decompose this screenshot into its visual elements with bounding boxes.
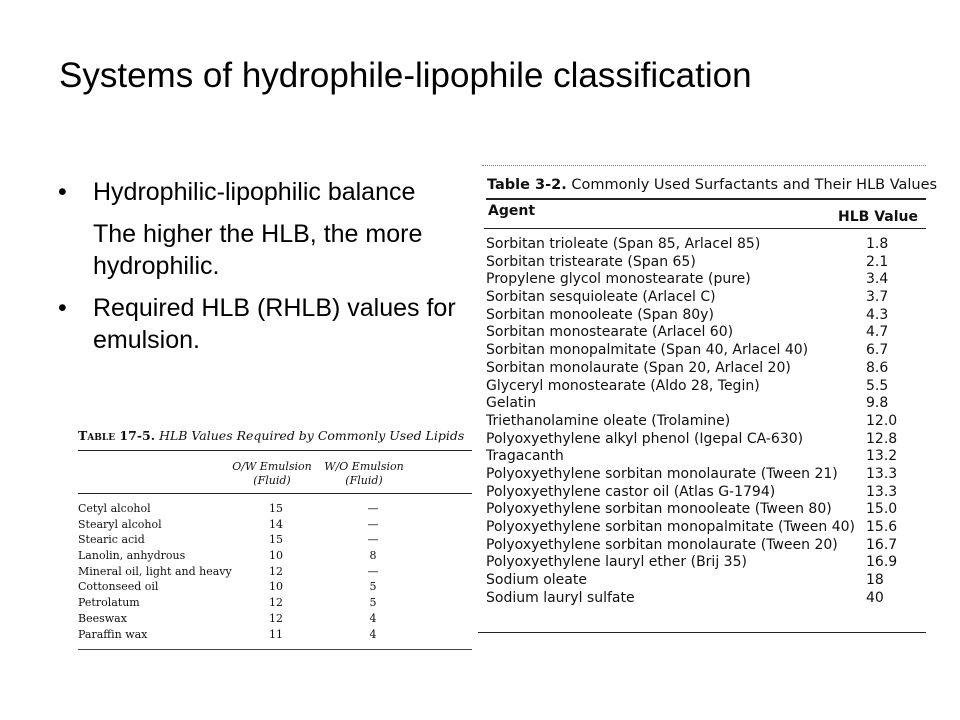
agent-cell: Polyoxyethylene sorbitan monopalmitate (Tween 40) [486,519,855,535]
table-body [78,501,472,642]
wo-cell: 5 [369,596,377,610]
hlb-cell: 15.6 [866,519,898,535]
hlb-cell: 4.7 [866,324,889,341]
hlb-cell: 40 [866,589,884,606]
agent-cell: Polyoxyethylene castor oil (Atlas G-1794) [486,483,776,500]
table-row [484,554,926,572]
hlb-cell: 5.5 [866,377,889,394]
table-row [484,590,926,608]
table-row [484,413,926,431]
table-caption-text: HLB Values Required by Commonly Used Lipids [159,428,465,443]
table-row [484,501,926,519]
agent-cell: Tragacanth [486,448,564,465]
agent-cell: Sorbitan monolaurate (Span 20, Arlacel 20) [486,359,791,376]
table-row [78,501,472,517]
wo-cell: — [367,564,379,578]
column-header-ow-title: O/W Emulsion [232,460,312,473]
hlb-cell: 13.2 [866,448,898,465]
bullet-note: The higher the HLB, the more hydrophilic. [93,220,423,280]
agent-cell: Sodium lauryl sulfate [486,589,635,606]
table-row [484,289,926,307]
ow-cell: 15 [269,533,283,547]
column-header-wo-sub: (Fluid) [345,474,383,487]
hlb-cell: 6.7 [866,342,889,359]
table-body [484,236,926,607]
table-row [484,572,926,590]
wo-cell: — [367,517,379,531]
column-header-wo-title: W/O Emulsion [324,460,404,473]
bullet-marker: • [58,294,67,322]
ow-cell: 10 [269,580,283,594]
hlb-cell: 3.7 [866,289,889,306]
table-row [78,627,472,643]
table-row [78,532,472,548]
table-row [78,517,472,533]
lipid-cell: Lanolin, anhydrous [78,549,186,563]
agent-cell: Glyceryl monostearate (Aldo 28, Tegin) [486,377,760,394]
lipid-cell: Cetyl alcohol [78,502,151,515]
table-row [484,537,926,555]
table-row [78,595,472,611]
hlb-cell: 15.0 [866,501,898,518]
table-caption-label: Table 17-5. [78,428,156,443]
hlb-cell: 2.1 [866,253,889,270]
table-row [484,324,926,342]
table-row [484,395,926,413]
table-rule [78,493,472,494]
table-row [484,236,926,254]
agent-cell: Sorbitan tristearate (Span 65) [486,253,696,270]
wo-cell: 5 [369,580,377,594]
lipid-cell: Paraffin wax [78,627,148,641]
bullet-text: Required HLB (RHLB) values for emulsion. [93,294,456,354]
hlb-cell: 4.3 [866,306,889,323]
table-caption [487,177,937,193]
agent-cell: Polyoxyethylene lauryl ether (Brij 35) [486,554,747,571]
hlb-cell: 13.3 [866,465,898,482]
table-row [484,466,926,484]
lipid-cell: Mineral oil, light and heavy [78,564,232,578]
table-caption-label: Table 3-2. [487,177,567,193]
ow-cell: 12 [269,564,283,578]
ow-cell: 12 [269,596,283,610]
table-row [484,448,926,466]
lipid-cell: Stearic acid [78,533,145,547]
table-row [484,360,926,378]
table-row [78,611,472,627]
table-row [484,431,926,449]
ow-cell: 10 [269,549,283,563]
table-caption [78,428,464,443]
table-caption-text: Commonly Used Surfactants and Their HLB Values [571,177,938,193]
column-header-ow-sub: (Fluid) [253,474,291,487]
agent-cell: Polyoxyethylene sorbitan monolaurate (Tween 20) [486,536,838,553]
column-header-hlb: HLB Value [838,209,918,225]
wo-cell: — [367,533,379,547]
agent-cell: Sodium oleate [486,572,587,589]
table-row [484,254,926,272]
bullet-list [58,176,458,356]
table-row [78,548,472,564]
table-row [484,271,926,289]
wo-cell: — [367,502,379,515]
bullet-item-rhlb [58,292,458,356]
surfactant-hlb-table [478,165,938,633]
hlb-cell: 12.8 [866,430,898,447]
ow-cell: 12 [269,611,283,625]
lipid-cell: Beeswax [78,611,127,625]
bullet-text: Hydrophilic-lipophilic balance [93,178,416,206]
agent-cell: Gelatin [486,395,537,412]
hlb-cell: 1.8 [866,236,889,252]
column-header-ow [230,460,314,488]
wo-cell: 4 [369,611,377,625]
agent-cell: Sorbitan monostearate (Arlacel 60) [486,324,734,341]
lipid-cell: Stearyl alcohol [78,517,162,531]
table-top-rule [482,165,926,166]
hlb-cell: 8.6 [866,359,889,376]
ow-cell: 11 [269,627,283,641]
slide-title: Systems of hydrophile-lipophile classification [59,56,752,95]
lipid-cell: Petrolatum [78,596,140,610]
table-bottom-rule [78,649,472,650]
ow-cell: 14 [269,517,283,531]
lipid-rhlb-table [74,420,472,650]
agent-cell: Sorbitan monopalmitate (Span 40, Arlacel 40) [486,342,809,359]
hlb-cell: 16.9 [866,554,898,571]
table-rule [78,450,472,451]
bullet-item-hlb [58,176,458,208]
hlb-cell: 9.8 [866,395,889,412]
wo-cell: 8 [369,549,377,563]
hlb-cell: 12.0 [866,412,898,429]
lipid-cell: Cottonseed oil [78,580,159,594]
agent-cell: Sorbitan sesquioleate (Arlacel C) [486,289,716,306]
agent-cell: Polyoxyethylene alkyl phenol (Igepal CA-630) [486,430,804,447]
column-header-agent: Agent [488,203,536,219]
table-row [484,378,926,396]
table-row [484,342,926,360]
hlb-cell: 3.4 [866,271,889,288]
table-row [484,307,926,325]
table-row [484,484,926,502]
agent-cell: Polyoxyethylene sorbitan monolaurate (Tween 21) [486,465,838,482]
column-header-wo [324,460,404,488]
table-row [78,564,472,580]
agent-cell: Triethanolamine oleate (Trolamine) [486,412,731,429]
agent-cell: Polyoxyethylene sorbitan monooleate (Tween 80) [486,501,832,518]
hlb-cell: 13.3 [866,483,898,500]
bullet-marker: • [58,178,67,206]
hlb-cell: 16.7 [866,536,898,553]
table-rule [486,198,926,200]
table-bottom-rule [478,632,926,633]
table-row [78,579,472,595]
hlb-cell: 18 [866,572,884,589]
wo-cell: 4 [369,627,377,641]
table-rule [484,228,926,229]
agent-cell: Sorbitan trioleate (Span 85, Arlacel 85) [486,236,761,252]
ow-cell: 15 [269,502,283,515]
agent-cell: Sorbitan monooleate (Span 80y) [486,306,714,323]
agent-cell: Propylene glycol monostearate (pure) [486,271,751,288]
table-row [484,519,926,537]
